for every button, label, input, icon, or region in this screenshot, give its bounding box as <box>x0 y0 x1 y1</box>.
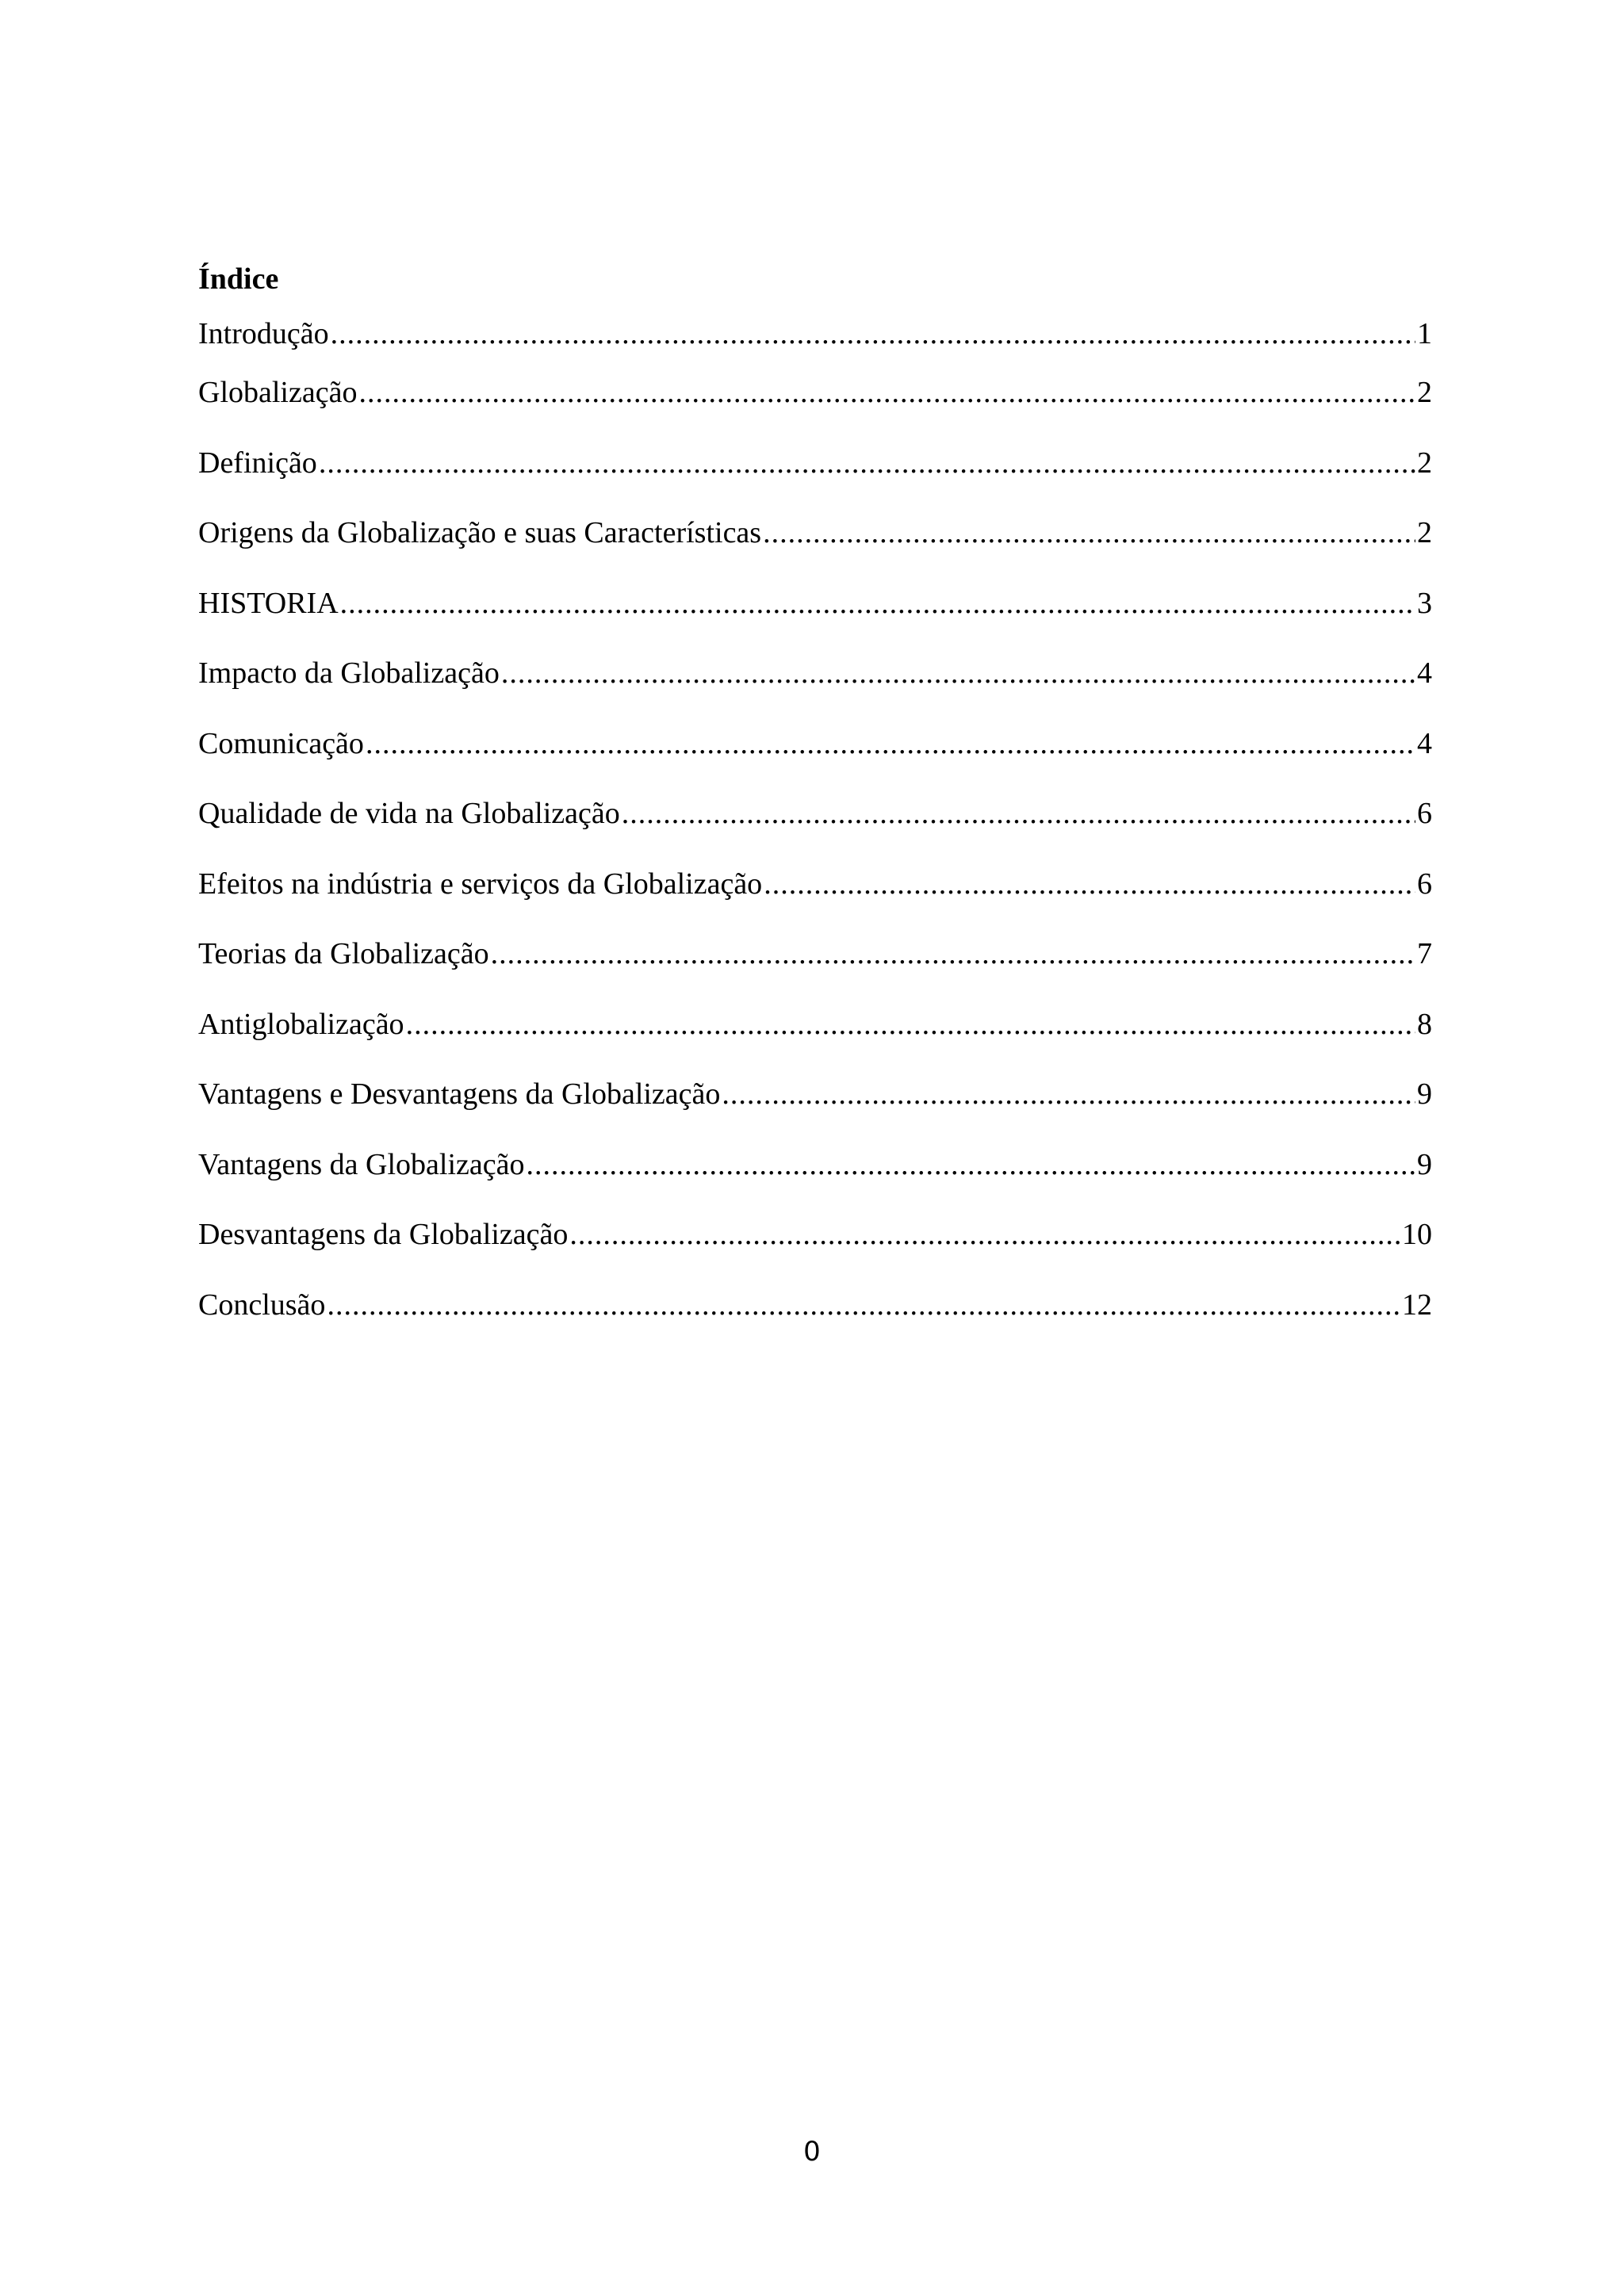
toc-entry-label: Introdução <box>198 317 329 350</box>
toc-entry-impacto[interactable] <box>198 644 1432 714</box>
toc-entry-qualidade-de-vida[interactable] <box>198 784 1432 855</box>
toc-entry-antiglobalizacao[interactable] <box>198 995 1432 1066</box>
dot-leader <box>764 855 1415 913</box>
toc-entry-label: Efeitos na indústria e serviços da Globalização <box>198 867 763 901</box>
dot-leader <box>622 784 1415 843</box>
toc-entry-page: 2 <box>1417 516 1432 549</box>
table-of-contents <box>198 254 1432 1345</box>
toc-entry-desvantagens[interactable] <box>198 1205 1432 1276</box>
toc-entry-page: 2 <box>1417 446 1432 480</box>
toc-entry-page: 4 <box>1417 726 1432 760</box>
toc-entry-definicao[interactable] <box>198 434 1432 504</box>
toc-entry-efeitos[interactable] <box>198 855 1432 925</box>
toc-entry-teorias[interactable] <box>198 924 1432 995</box>
toc-entry-vantagens-e-desvantagens[interactable] <box>198 1065 1432 1135</box>
toc-entry-label: Vantagens e Desvantagens da Globalização <box>198 1077 721 1111</box>
toc-entry-label: Antiglobalização <box>198 1007 404 1041</box>
toc-entry-page: 9 <box>1417 1077 1432 1111</box>
page-number: 0 <box>803 2136 821 2168</box>
toc-entry-origens[interactable] <box>198 503 1432 574</box>
dot-leader <box>358 363 1415 422</box>
toc-entry-label: Teorias da Globalização <box>198 937 489 970</box>
dot-leader <box>569 1205 1400 1264</box>
toc-list <box>198 304 1432 1345</box>
toc-entry-page: 6 <box>1417 797 1432 830</box>
dot-leader <box>501 644 1415 702</box>
dot-leader <box>406 995 1415 1054</box>
dot-leader <box>722 1065 1415 1123</box>
dot-leader <box>319 434 1415 492</box>
toc-entry-introducao[interactable] <box>198 304 1432 363</box>
toc-entry-page: 2 <box>1417 376 1432 409</box>
toc-entry-label: Qualidade de vida na Globalização <box>198 797 620 830</box>
toc-entry-label: Desvantagens da Globalização <box>198 1218 569 1251</box>
toc-entry-label: Definição <box>198 446 317 480</box>
toc-entry-historia[interactable] <box>198 574 1432 645</box>
toc-entry-page: 9 <box>1417 1147 1432 1181</box>
dot-leader <box>527 1135 1416 1194</box>
dot-leader <box>366 714 1415 773</box>
toc-entry-page: 3 <box>1417 586 1432 620</box>
toc-entry-page: 4 <box>1417 656 1432 690</box>
toc-title: Índice <box>198 262 279 296</box>
toc-entry-page: 12 <box>1402 1288 1432 1322</box>
toc-entry-page: 7 <box>1417 937 1432 970</box>
toc-entry-label: Globalização <box>198 376 358 409</box>
toc-entry-label: HISTORIA <box>198 586 339 620</box>
toc-entry-label: Vantagens da Globalização <box>198 1147 525 1181</box>
toc-entry-conclusao[interactable] <box>198 1276 1432 1346</box>
toc-entry-label: Conclusão <box>198 1288 326 1322</box>
dot-leader <box>331 304 1415 363</box>
dot-leader <box>340 574 1415 633</box>
toc-entry-comunicacao[interactable] <box>198 714 1432 785</box>
toc-entry-page: 8 <box>1417 1007 1432 1041</box>
toc-entry-page: 10 <box>1402 1218 1432 1251</box>
toc-entry-page: 1 <box>1417 317 1432 350</box>
dot-leader <box>327 1276 1400 1334</box>
toc-entry-vantagens[interactable] <box>198 1135 1432 1206</box>
toc-entry-globalizacao[interactable] <box>198 363 1432 434</box>
toc-entry-label: Impacto da Globalização <box>198 656 500 690</box>
toc-entry-page: 6 <box>1417 867 1432 901</box>
toc-entry-label: Comunicação <box>198 726 364 760</box>
dot-leader <box>763 503 1415 562</box>
dot-leader <box>491 924 1415 983</box>
toc-entry-label: Origens da Globalização e suas Características <box>198 516 762 549</box>
